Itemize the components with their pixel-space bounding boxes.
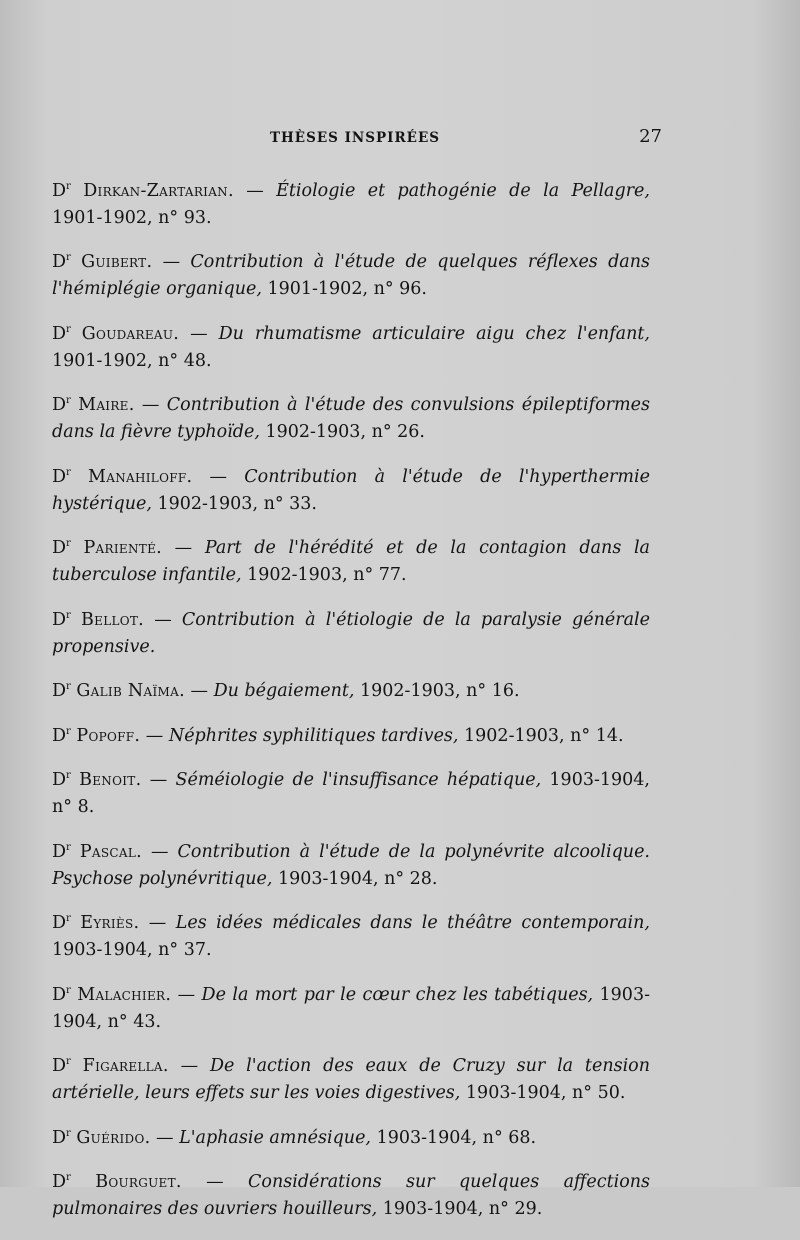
thesis-publication: 1903-1904, n° 8. — [52, 770, 650, 817]
doctor-prefix: $D^r$ — [52, 180, 71, 201]
thesis-publication: 1902-1903, n° 77. — [241, 565, 407, 585]
thesis-entry: $D^r$ Galib Naïma. — Du bégaiement, 1902-1903, n° 16. — [52, 681, 520, 701]
thesis-title: De la mort par le cœur chez les tabétiques, — [201, 984, 594, 1005]
author-name: Manahiloff. — [88, 466, 193, 487]
author-name: Benoit. — [79, 770, 142, 790]
author-name: Parienté. — [83, 538, 162, 558]
author-name: Guibert. — [81, 252, 153, 272]
thesis-publication: 1903-1904, n° 29. — [377, 1199, 543, 1219]
author-name: Maire. — [78, 395, 135, 415]
thesis-publication: 1903-1904, n° 50. — [460, 1083, 626, 1103]
thesis-title: L'aphasie amnésique, — [179, 1127, 371, 1148]
thesis-title: Contribution à l'étude de quelques réflexes dans l'hémiplégie organique, — [52, 252, 650, 299]
doctor-prefix: $D^r$ — [52, 609, 71, 630]
running-title: THÈSES INSPIRÉES — [270, 130, 440, 146]
thesis-publication: 1901-1902, n° 96. — [261, 279, 427, 299]
thesis-entry: $D^r$ Dirkan-Zartarian. — Étiologie et pathogénie de la Pellagre, 1901-1902, n° 93. — [52, 180, 650, 228]
thesis-entry: $D^r$ Pascal. — Contribution à l'étude de la polynévrite alcoolique. Psychose polynévritique, 1903-1904, n° 28. — [52, 841, 650, 889]
doctor-prefix: $D^r$ — [52, 681, 71, 701]
doctor-prefix: $D^r$ — [52, 841, 71, 862]
doctor-prefix: $D^r$ — [52, 770, 71, 790]
thesis-entry: $D^r$ Goudareau. — Du rhumatisme articulaire aigu chez l'enfant, 1901-1902, n° 48. — [52, 323, 650, 371]
author-name: Eyriès. — [80, 913, 140, 933]
author-name: Guérido. — [76, 1127, 151, 1148]
thesis-entry: $D^r$ Parienté. — Part de l'hérédité et de la contagion dans la tuberculose infantile, 1902-1903, n° 77. — [52, 538, 650, 585]
author-name: Dirkan-Zartarian. — [83, 180, 234, 201]
thesis-title: Du rhumatisme articulaire aigu chez l'enfant, — [218, 323, 650, 344]
thesis-publication: 1903-1904, n° 37. — [52, 940, 212, 960]
doctor-prefix: $D^r$ — [52, 252, 71, 272]
author-name: Pascal. — [79, 841, 142, 862]
doctor-prefix: $D^r$ — [52, 395, 71, 415]
thesis-entry: $D^r$ Maire. — Contribution à l'étude des convulsions épileptiformes dans la fièvre typhoïde, 1902-1903, n° 26. — [52, 395, 650, 442]
author-name: Bourguet. — [95, 1172, 182, 1192]
thesis-title: Contribution à l'étiologie de la paralysie générale propensive. — [52, 609, 650, 657]
doctor-prefix: $D^r$ — [52, 466, 71, 487]
thesis-publication: 1902-1903, n° 16. — [354, 681, 520, 701]
doctor-prefix: $D^r$ — [52, 1056, 71, 1076]
thesis-title: Néphrites syphilitiques tardives, — [168, 725, 459, 746]
thesis-title: Contribution à l'étude de la polynévrite alcoolique. Psychose polynévritique, — [52, 841, 650, 889]
thesis-title: Les idées médicales dans le théâtre contemporain, — [175, 913, 650, 933]
author-name: Goudareau. — [81, 323, 180, 344]
thesis-entry: $D^r$ Bourguet. — Considérations sur quelques affections pulmonaires des ouvriers houilleurs, 1903-1904, n° 29. — [52, 1172, 650, 1219]
thesis-publication: 1902-1903, n° 33. — [151, 493, 317, 514]
thesis-title: Part de l'hérédité et de la contagion dans la tuberculose infantile, — [52, 538, 650, 585]
thesis-entry: $D^r$ Guibert. — Contribution à l'étude de quelques réflexes dans l'hémiplégie organique, 1901-1902, n° 96. — [52, 252, 650, 299]
doctor-prefix: $D^r$ — [52, 1172, 71, 1192]
author-name: Galib Naïma. — [76, 681, 185, 701]
author-name: Figarella. — [82, 1056, 169, 1076]
thesis-publication: 1903-1904, n° 28. — [272, 868, 438, 889]
doctor-prefix: $D^r$ — [52, 323, 71, 344]
thesis-entry: $D^r$ Manahiloff. — Contribution à l'étude de l'hyperthermie hystérique, 1902-1903, n° 33. — [52, 466, 650, 514]
thesis-entry: $D^r$ Guérido. — L'aphasie amnésique, 1903-1904, n° 68. — [52, 1127, 537, 1148]
thesis-entry: $D^r$ Popoff. — Néphrites syphilitiques tardives, 1902-1903, n° 14. — [52, 725, 624, 746]
thesis-entry: $D^r$ Eyriès. — Les idées médicales dans le théâtre contemporain, 1903-1904, n° 37. — [52, 913, 650, 960]
page-number: 27 — [639, 126, 662, 147]
thesis-list — [52, 160, 650, 1240]
thesis-publication: 1902-1903, n° 26. — [259, 422, 425, 442]
thesis-entry: $D^r$ Bellot. — Contribution à l'étiologie de la paralysie générale propensive. — [52, 609, 650, 657]
author-name: Malachier. — [77, 984, 172, 1005]
doctor-prefix: $D^r$ — [52, 984, 71, 1005]
doctor-prefix: $D^r$ — [52, 913, 71, 933]
thesis-publication: 1903-1904, n° 43. — [52, 984, 650, 1032]
doctor-prefix: $D^r$ — [52, 1127, 71, 1148]
thesis-publication: 1902-1903, n° 14. — [458, 725, 624, 746]
thesis-publication: 1903-1904, n° 68. — [371, 1127, 537, 1148]
thesis-publication: 1901-1902, n° 48. — [52, 350, 212, 371]
thesis-title: Séméiologie de l'insuffisance hépatique, — [175, 770, 542, 790]
thesis-entry: $D^r$ Figarella. — De l'action des eaux de Cruzy sur la tension artérielle, leurs effets sur les voies digestives, 1903-1904, n° 50. — [52, 1056, 650, 1103]
thesis-title: Du bégaiement, — [213, 681, 355, 701]
author-name: Bellot. — [80, 609, 145, 630]
thesis-title: Considérations sur quelques affections pulmonaires des ouvriers houilleurs, — [52, 1172, 650, 1219]
page-header — [50, 124, 660, 154]
thesis-title: Contribution à l'étude de l'hyperthermie hystérique, — [52, 466, 650, 514]
author-name: Popoff. — [76, 725, 141, 746]
thesis-title: De l'action des eaux de Cruzy sur la tension artérielle, leurs effets sur les voies digestives, — [52, 1056, 650, 1103]
thesis-entry: $D^r$ Benoit. — Séméiologie de l'insuffisance hépatique, 1903-1904, n° 8. — [52, 770, 650, 817]
thesis-publication: 1901-1902, n° 93. — [52, 207, 212, 228]
doctor-prefix: $D^r$ — [52, 725, 71, 746]
doctor-prefix: $D^r$ — [52, 538, 71, 558]
thesis-entry: $D^r$ Malachier. — De la mort par le cœur chez les tabétiques, 1903-1904, n° 43. — [52, 984, 650, 1032]
thesis-title: Contribution à l'étude des convulsions épileptiformes dans la fièvre typhoïde, — [52, 395, 650, 442]
thesis-title: Étiologie et pathogénie de la Pellagre, — [276, 180, 650, 201]
